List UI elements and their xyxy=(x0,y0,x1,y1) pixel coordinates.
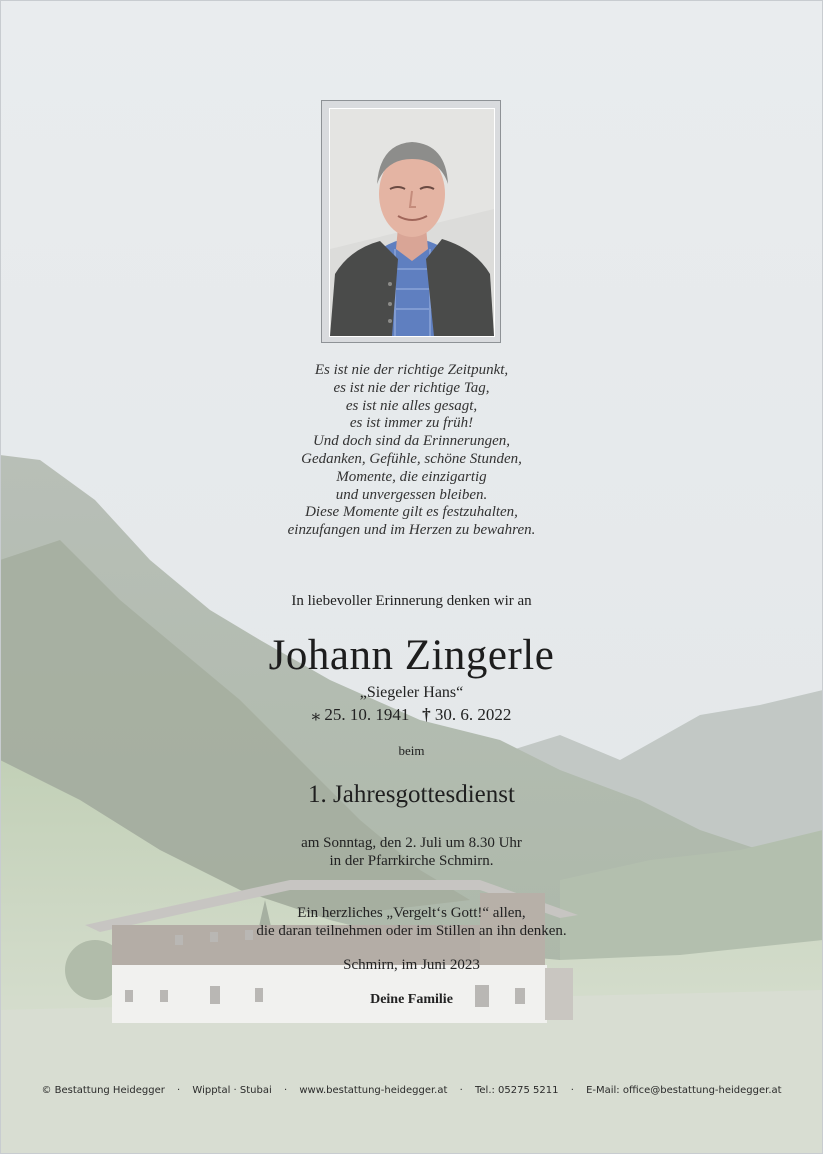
intro-text: In liebevoller Erinnerung denken wir an xyxy=(291,593,532,609)
poem-line: Es ist nie der richtige Zeitpunkt, xyxy=(314,362,509,378)
portrait-photo xyxy=(329,108,495,337)
birth-date: 25. 10. 1941 xyxy=(324,705,410,724)
life-dates xyxy=(0,705,823,725)
beim-text: beim xyxy=(398,743,425,758)
poem-line: es ist nie der richtige Tag, xyxy=(333,379,490,396)
poem-line: Diese Momente gilt es festzuhalten, xyxy=(305,504,518,521)
service-when: am Sonntag, den 2. Juli um 8.30 Uhr xyxy=(301,835,522,851)
poem-line: es ist immer zu früh! xyxy=(349,415,474,432)
service-where: in der Pfarrkirche Schmirn. xyxy=(329,853,494,869)
footer-separator: · xyxy=(570,1085,574,1096)
poem-line: einzufangen und im Herzen zu bewahren. xyxy=(287,522,536,539)
footer-separator: · xyxy=(459,1085,463,1096)
footer-company: © Bestattung Heidegger xyxy=(41,1085,165,1096)
service-title: 1. Jahresgottesdienst xyxy=(308,781,515,808)
thanks-text xyxy=(0,904,823,940)
footer-website-link[interactable]: www.bestattung-heidegger.at xyxy=(299,1085,448,1096)
thanks-line: die daran teilnehmen oder im Stillen an ihn denken. xyxy=(256,923,567,939)
death-date: 30. 6. 2022 xyxy=(434,705,512,724)
footer-email-link[interactable]: E-Mail: office@bestattung-heidegger.at xyxy=(586,1085,782,1096)
place-date: Schmirn, im Juni 2023 xyxy=(343,957,480,973)
footer xyxy=(0,1085,823,1096)
memorial-poem xyxy=(0,362,823,540)
footer-region: Wipptal · Stubai xyxy=(192,1085,272,1096)
portrait-illustration xyxy=(330,109,494,336)
poem-line: es ist nie alles gesagt, xyxy=(345,397,478,414)
service-details xyxy=(0,834,823,870)
death-cross-icon: † xyxy=(422,705,431,724)
poem-line: und unvergessen bleiben. xyxy=(335,486,488,503)
signature: Deine Familie xyxy=(370,992,453,1007)
poem-line: Und doch sind da Erinnerungen, xyxy=(312,433,511,450)
footer-separator: · xyxy=(283,1085,288,1096)
deceased-name: Johann Zingerle xyxy=(268,632,555,679)
footer-phone: Tel.: 05275 5211 xyxy=(474,1085,559,1096)
footer-separator: · xyxy=(177,1085,181,1096)
deceased-nickname: „Siegeler Hans“ xyxy=(359,684,464,701)
birth-symbol-icon: ⁎ xyxy=(311,705,321,724)
portrait-frame xyxy=(321,100,501,343)
poem-line: Momente, die einzigartig xyxy=(336,468,487,485)
thanks-line: Ein herzliches „Vergelt‘s Gott!“ allen, xyxy=(297,905,526,921)
poem-line: Gedanken, Gefühle, schöne Stunden, xyxy=(301,450,522,467)
